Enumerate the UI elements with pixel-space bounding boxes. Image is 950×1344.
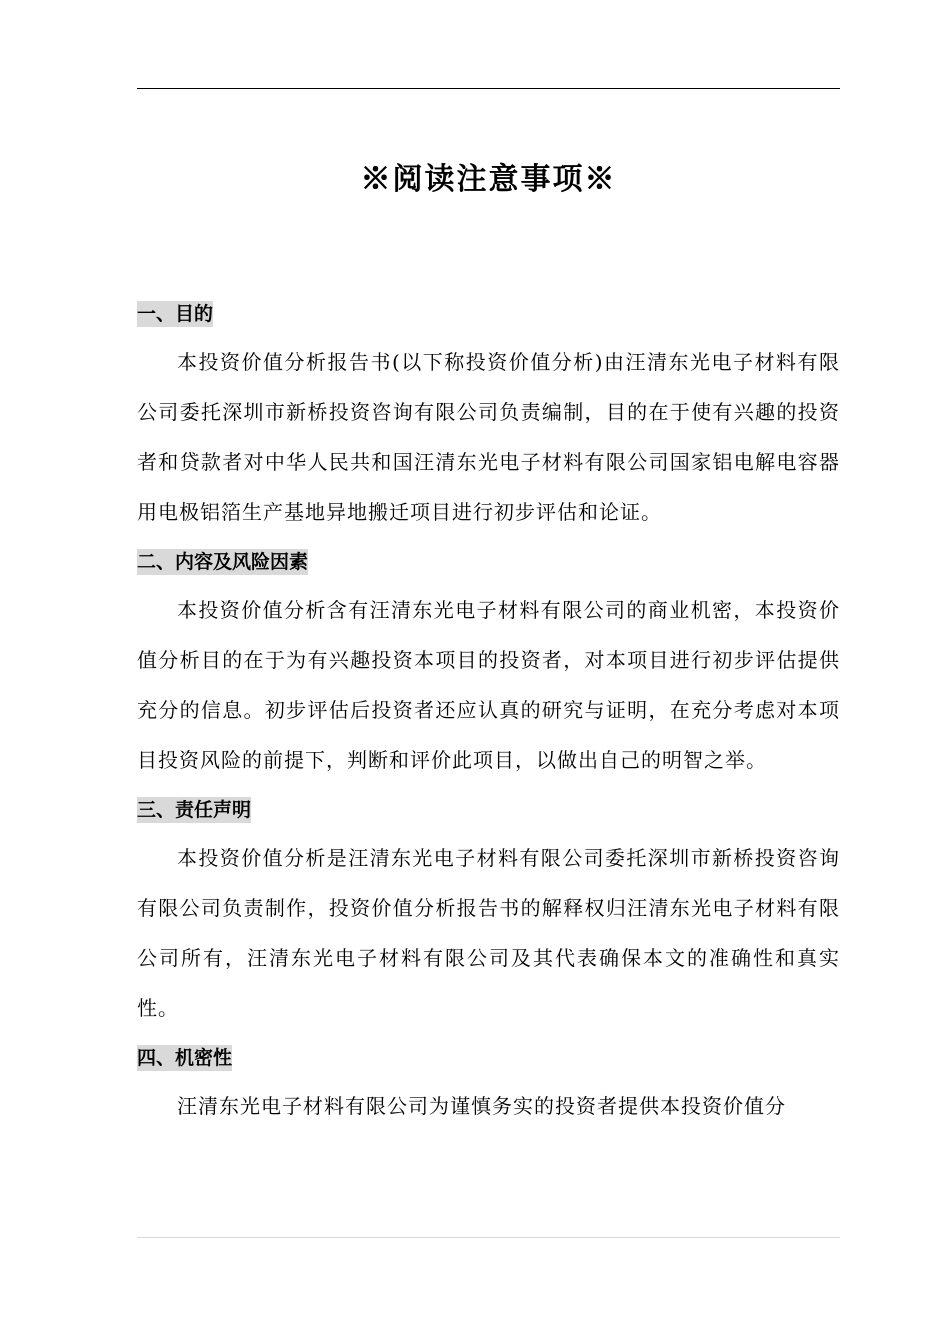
section-paragraph: 本投资价值分析含有汪清东光电子材料有限公司的商业机密，本投资价值分析目的在于为有兴趣投资本项目的投资者，对本项目进行初步评估提供充分的信息。初步评估后投资者还应认真的研究与证明，在充分考虑对本项目投资风险的前提下，判断和评价此项目，以做出自己的明智之举。 — [137, 598, 840, 772]
section-heading: 二、内容及风险因素 — [137, 551, 309, 573]
section-heading: 四、机密性 — [137, 1047, 233, 1069]
section-liability — [137, 785, 840, 1033]
header-rule — [137, 88, 840, 89]
section-paragraph: 本投资价值分析是汪清东光电子材料有限公司委托深圳市新桥投资咨询有限公司负责制作，投资价值分析报告书的解释权归汪清东光电子材料有限公司所有，汪清东光电子材料有限公司及其代表确保本文的准确性和真实性。 — [137, 846, 840, 1020]
section-heading: 一、目的 — [137, 303, 214, 325]
section-content-risk — [137, 537, 840, 785]
section-purpose — [137, 289, 840, 537]
section-paragraph: 汪清东光电子材料有限公司为谨慎务实的投资者提供本投资价值分 — [177, 1094, 786, 1118]
footer-rule — [137, 1237, 840, 1238]
document-body — [137, 289, 840, 1131]
page-title: ※阅读注意事项※ — [360, 162, 617, 197]
section-paragraph: 本投资价值分析报告书(以下称投资价值分析)由汪清东光电子材料有限公司委托深圳市新桥投资咨询有限公司负责编制，目的在于使有兴趣的投资者和贷款者对中华人民共和国汪清东光电子材料有限公司国家铝电解电容器用电极铝箔生产基地异地搬迁项目进行初步评估和论证。 — [137, 350, 840, 524]
section-confidentiality — [137, 1033, 840, 1131]
section-heading: 三、责任声明 — [137, 799, 252, 821]
